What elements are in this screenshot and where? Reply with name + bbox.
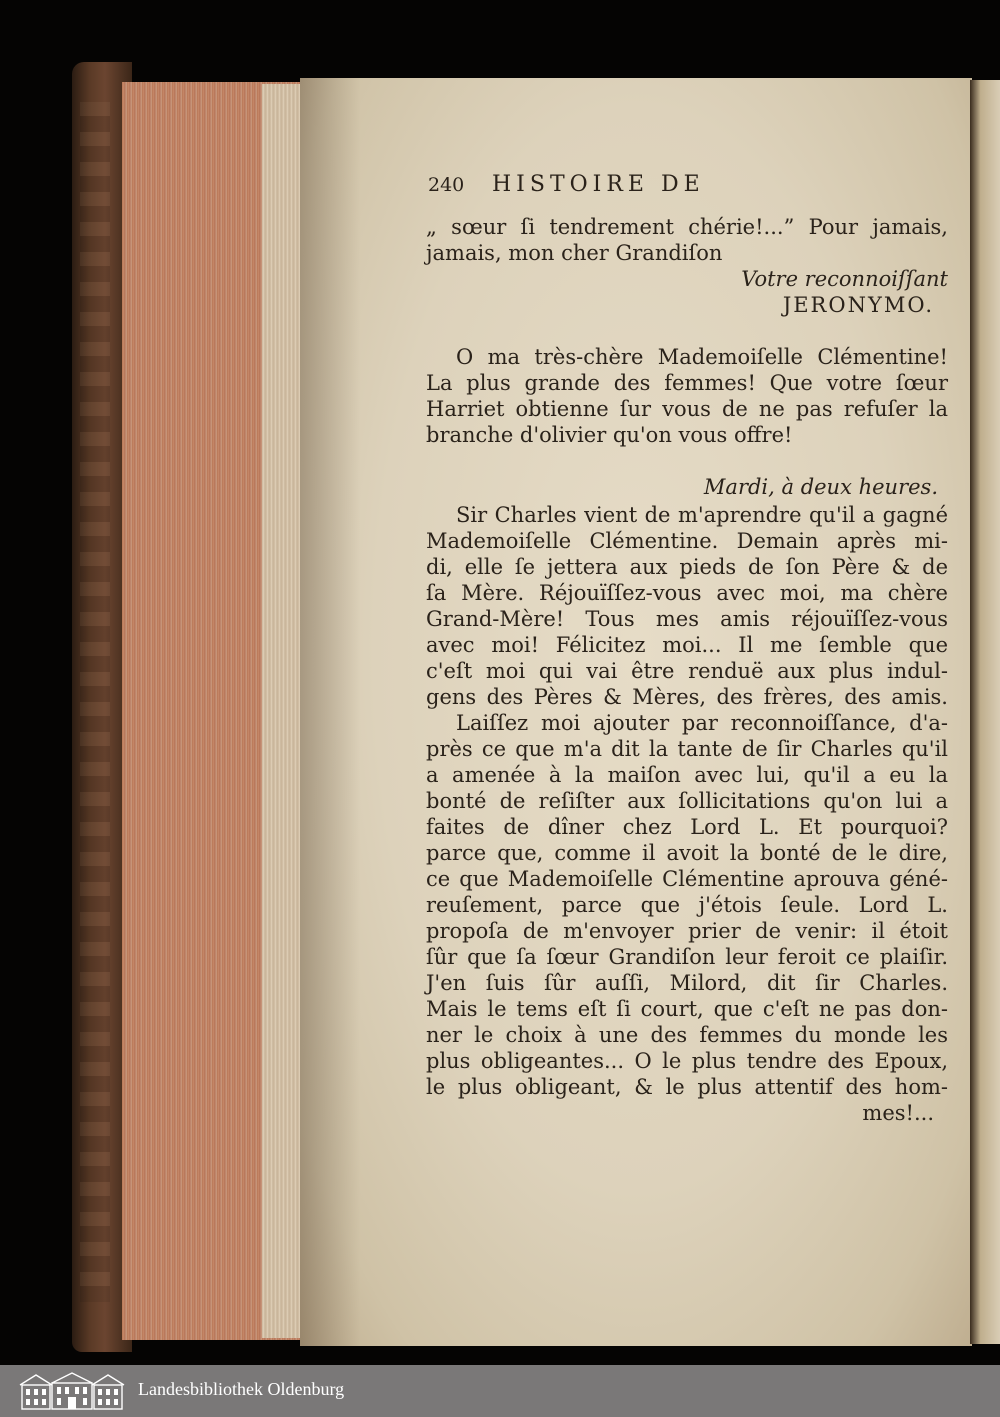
page-number: 240 xyxy=(428,174,465,196)
text-line: Mais le tems eſt ſi court, que c'eſt ne pas don- xyxy=(426,997,948,1021)
text-line: c'eſt moi qui vai être renduë aux plus indul- xyxy=(426,659,948,683)
library-footer xyxy=(0,1365,1000,1417)
text-line: ſa Mère. Réjouïſſez-vous avec moi, ma chère xyxy=(426,581,948,605)
text-line: parce que, comme il avoit la bonté de le dire, xyxy=(426,841,948,865)
text-line: J'en ſuis ſûr auſſi, Milord, dit ſir Charles. xyxy=(426,971,948,995)
page-header xyxy=(428,172,818,202)
text-line: avec moi! Félicitez moi... Il me ſemble que xyxy=(426,633,948,657)
text-line: jamais, mon cher Grandiſon xyxy=(426,241,723,265)
text-line: La plus grande des femmes! Que votre ſœur xyxy=(426,371,948,395)
text-line: O ma très-chère Mademoiſelle Clémentine! xyxy=(456,345,948,369)
facing-page-edge xyxy=(970,80,1000,1344)
text-line: reuſement, parce que j'étois ſeule. Lord L. xyxy=(426,893,948,917)
text-line: Laiſſez moi ajouter par reconnoiſſance, d'a- xyxy=(456,711,948,735)
dateline: Mardi, à deux heures. xyxy=(703,475,938,499)
page-edges-inner xyxy=(262,84,304,1338)
text-line: mes!... xyxy=(862,1101,934,1125)
text-line: propoſa de m'envoyer prier de venir: il étoit xyxy=(426,919,948,943)
text-line: branche d'olivier qu'on vous offre! xyxy=(426,423,793,447)
text-line: Sir Charles vient de m'aprendre qu'il a gagné xyxy=(456,503,948,527)
signature-name: JERONYMO. xyxy=(782,293,934,317)
text-line: plus obligeantes... O le plus tendre des Epoux, xyxy=(426,1049,948,1073)
library-building-icon xyxy=(18,1371,126,1411)
signature-closing: Votre reconnoiſſant xyxy=(741,267,948,291)
text-line: bonté de reſiſter aux ſollicitations qu'on lui a xyxy=(426,789,948,813)
running-title: HISTOIRE DE xyxy=(492,172,705,197)
text-line: près ce que m'a dit la tante de ſir Charles qu'il xyxy=(426,737,948,761)
text-line: di, elle ſe jettera aux pieds de ſon Père & de xyxy=(426,555,948,579)
text-line: Grand-Mère! Tous mes amis réjouïſſez-vous xyxy=(426,607,948,631)
text-line: ce que Mademoiſelle Clémentine aprouva géné- xyxy=(426,867,948,891)
text-line: ſûr que ſa ſœur Grandiſon leur feroit ce plaiſir. xyxy=(426,945,948,969)
text-line: gens des Pères & Mères, des frères, des amis. xyxy=(426,685,948,709)
text-line: le plus obligeant, & le plus attentif des hom- xyxy=(426,1075,948,1099)
text-line: ner le choix à une des femmes du monde les xyxy=(426,1023,948,1047)
text-line: „ sœur ſi tendrement chérie!...” Pour jamais, xyxy=(426,215,948,239)
text-line: a amenée à la maiſon avec lui, qu'il a eu la xyxy=(426,763,948,787)
text-line: Harriet obtienne ſur vous de ne pas refuſer la xyxy=(426,397,948,421)
text-line: faites de dîner chez Lord L. Et pourquoi? xyxy=(426,815,948,839)
library-name: Landesbibliothek Oldenburg xyxy=(138,1379,345,1399)
text-line: Mademoiſelle Clémentine. Demain après mi- xyxy=(426,529,948,553)
